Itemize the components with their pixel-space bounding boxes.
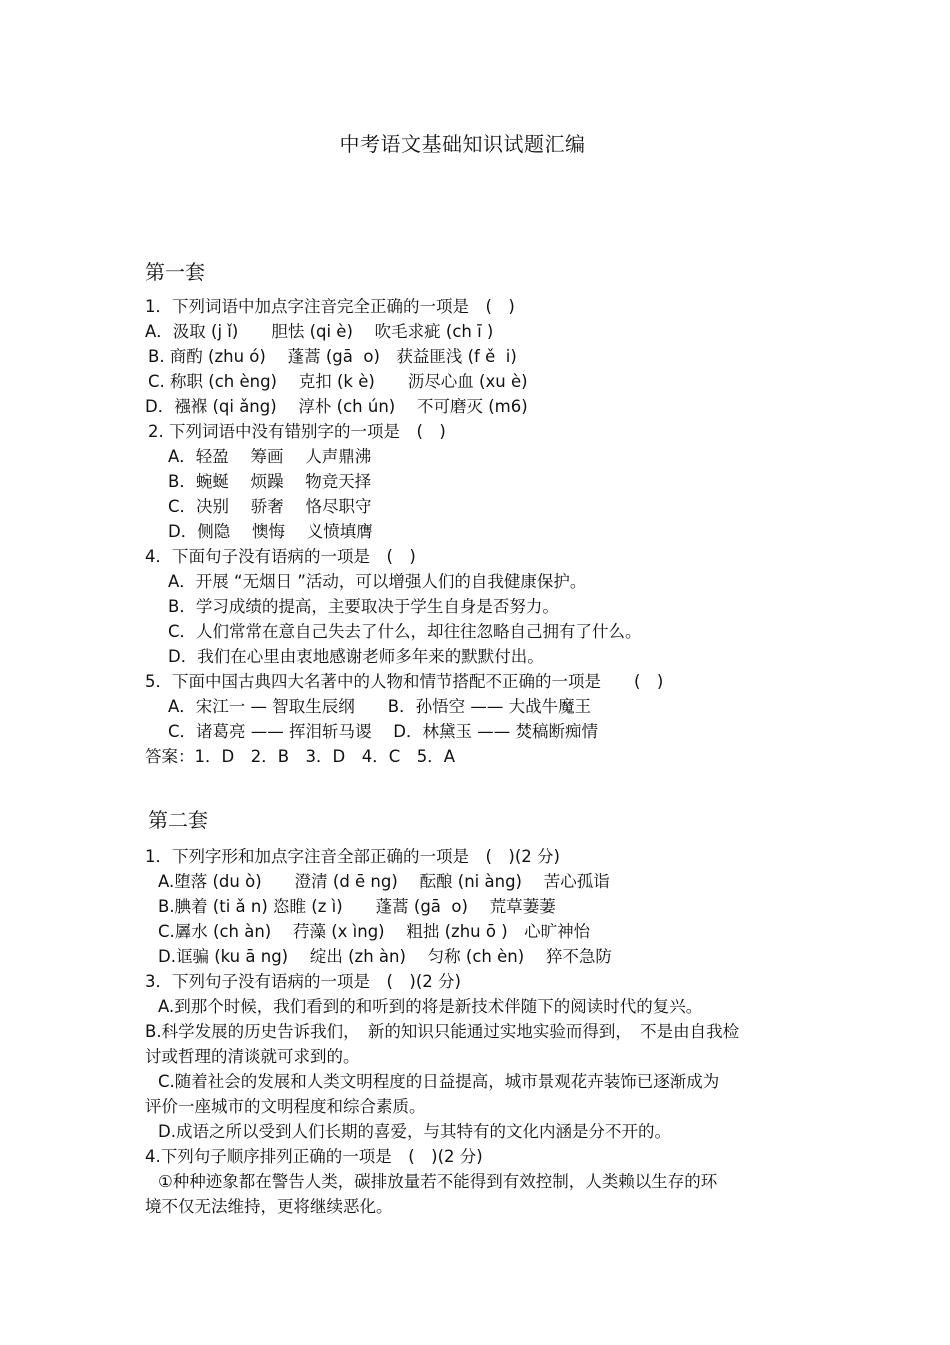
option-line: D.诓骗 (ku ā ng) 绽出 (zh àn) 匀称 (ch èn) 猝不急防 — [158, 947, 612, 966]
question-line: 4．下面句子没有语病的一项是 ( ) — [145, 547, 416, 566]
option-line: B.科学发展的历史告诉我们， 新的知识只能通过实地实验而得到， 不是由自我检 — [145, 1022, 740, 1041]
question-line: 2. 下列词语中没有错别字的一项是 ( ) — [148, 422, 446, 441]
question-line: 4.下列句子顺序排列正确的一项是 ( )(2 分) — [145, 1147, 483, 1166]
option-line: D．侧隐 懊悔 义愤填膺 — [168, 522, 373, 541]
question-line: 1．下列字形和加点字注音全部正确的一项是 ( )(2 分) — [145, 847, 560, 866]
option-line: A.到那个时候，我们看到的和听到的将是新技术伴随下的阅读时代的复兴。 — [158, 997, 703, 1016]
option-line: C.随着社会的发展和人类文明程度的日益提高，城市景观花卉装饰已逐渐成为 — [158, 1072, 720, 1091]
section-heading-2: 第二套 — [148, 808, 208, 832]
option-line: C.羼水 (ch àn) 荇藻 (x ìng) 粗拙 (zhu ō ) 心旷神怡 — [158, 922, 591, 941]
option-line: B.腆着 (ti ǎ n) 恣睢 (z ì) 蓬蒿 (gā o) 荒草萋萋 — [158, 897, 556, 916]
option-line: C．人们常常在意自己失去了什么，却往往忽略自己拥有了什么。 — [168, 622, 642, 641]
question-line: 1．下列词语中加点字注音完全正确的一项是 ( ) — [145, 297, 515, 316]
section-heading-1: 第一套 — [145, 260, 205, 284]
option-line: C．诸葛亮 —— 挥泪斩马谡 D．林黛玉 —— 焚稿断痴情 — [168, 722, 598, 741]
answer-line: 答案：1．D 2．B 3．D 4．C 5．A — [145, 747, 456, 766]
option-line: B．学习成绩的提高，主要取决于学生自身是否努力。 — [168, 597, 559, 616]
option-line: A．轻盈 筹画 人声鼎沸 — [168, 447, 372, 466]
option-line-continued: 讨或哲理的清谈就可求到的。 — [145, 1047, 360, 1066]
sentence-line-continued: 境不仅无法维持，更将继续恶化。 — [145, 1197, 393, 1216]
option-line: B．蜿蜒 烦躁 物竞天择 — [168, 472, 372, 491]
option-line: C. 称职 (ch èng) 克扣 (k è) 沥尽心血 (xu è) — [148, 372, 528, 391]
option-line: C．决别 骄奢 恪尽职守 — [168, 497, 372, 516]
sentence-line: ①种种迹象都在警告人类，碳排放量若不能得到有效控制，人类赖以生存的环 — [158, 1172, 718, 1191]
question-line: 3．下列句子没有语病的一项是 ( )(2 分) — [145, 972, 461, 991]
option-line: B. 商酌 (zhu ó) 蓬蒿 (gā o) 获益匪浅 (f ě i) — [148, 347, 517, 366]
question-line: 5．下面中国古典四大名著中的人物和情节搭配不正确的一项是 ( ) — [145, 672, 664, 691]
option-line: D．我们在心里由衷地感谢老师多年来的默默付出。 — [168, 647, 544, 666]
option-line: D．襁褓 (qi ǎng) 淳朴 (ch ún) 不可磨灭 (m6) — [145, 397, 528, 416]
option-line: A．宋江一 — 智取生辰纲 B．孙悟空 —— 大战牛魔王 — [168, 697, 592, 716]
option-line: A．汲取 (j ǐ) 胆怯 (qi è) 吹毛求疵 (ch ī ) — [145, 322, 494, 341]
option-line-continued: 评价一座城市的文明程度和综合素质。 — [145, 1097, 426, 1116]
option-line: A．开展 “无烟日 ”活动，可以增强人们的自我健康保护。 — [168, 572, 587, 591]
option-line: D.成语之所以受到人们长期的喜爱，与其特有的文化内涵是分不开的。 — [158, 1122, 671, 1141]
document-title: 中考语文基础知识试题汇编 — [339, 132, 586, 156]
option-line: A.堕落 (du ò) 澄清 (d ē ng) 酝酿 (ni àng) 苦心孤诣 — [158, 872, 610, 891]
